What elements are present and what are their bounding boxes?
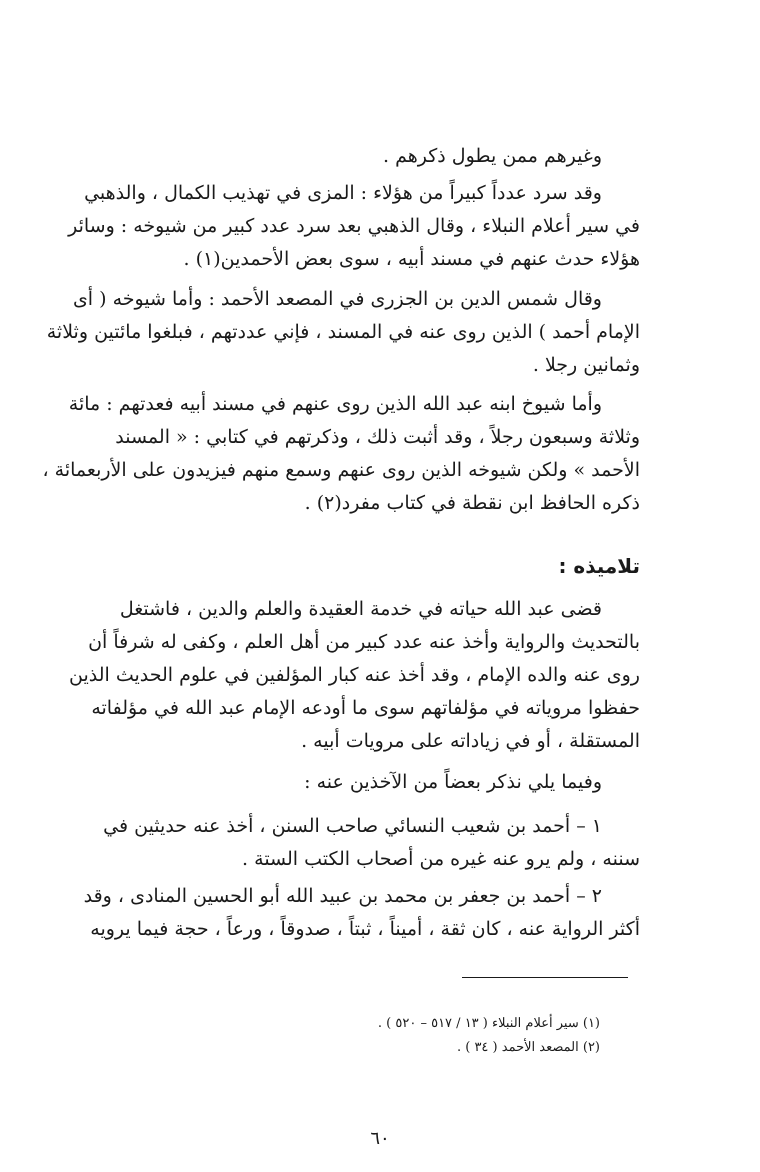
text-line: وقد سرد عدداً كبيراً من هؤلاء : المزى في تهذيب الكمال ، والذهبي (84, 182, 602, 204)
footnote-2: (٢) المصعد الأحمد ( ٣٤ ) . (456, 1040, 600, 1055)
text-line: هؤلاء حدث عنهم في مسند أبيه ، سوى بعض الأحمدين(١) . (183, 248, 640, 270)
page-number: ٦٠ (370, 1128, 390, 1149)
text-line: ١ – أحمد بن شعيب النسائي صاحب السنن ، أخذ عنه حديثين في (103, 815, 602, 837)
text-line: وفيما يلي نذكر بعضاً من الآخذين عنه : (304, 771, 602, 793)
paragraph-5 (68, 593, 640, 758)
footnote-1: (١) سير أعلام النبلاء ( ١٣ / ٥١٧ – ٥٢٠ ) . (377, 1016, 600, 1031)
text-line: أكثر الرواية عنه ، كان ثقة ، أميناً ، ثبتاً ، صدوقاً ، ورعاً ، حجة فيما يرويه (90, 918, 640, 940)
paragraph-6 (96, 766, 640, 799)
paragraph-1 (96, 140, 640, 173)
footnotes (378, 1012, 600, 1060)
text-line: ذكره الحافظ ابن نقطة في كتاب مفرد(٢) . (304, 492, 640, 514)
paragraph-4 (42, 388, 640, 520)
text-line: وغيرهم ممن يطول ذكرهم . (383, 145, 602, 167)
text-line: حفظوا مروياته في مؤلفاتهم سوى ما أودعه الإمام عبد الله في مؤلفاته (91, 697, 640, 719)
text-line: المستقلة ، أو في زياداته على مرويات أبيه . (301, 730, 640, 752)
text-line: سننه ، ولم يرو عنه غيره من أصحاب الكتب الستة . (242, 848, 640, 870)
text-line: وثلاثة وسبعون رجلاً ، وقد أثبت ذلك ، وذكرتهم في كتابي : « المسند (115, 426, 640, 448)
paragraph-8 (83, 880, 640, 946)
section-heading: تلاميذه : (558, 554, 640, 578)
text-line: قضى عبد الله حياته في خدمة العقيدة والعلم والدين ، فاشتغل (119, 598, 602, 620)
text-line: الأحمد » ولكن شيوخه الذين روى عنهم وسمع منهم فيزيدون على الأربعمائة ، (42, 459, 640, 481)
text-line: بالتحديث والرواية وأخذ عنه عدد كبير من أهل العلم ، وكفى له شرفاً أن (88, 631, 640, 653)
text-line: وثمانين رجلا . (532, 354, 640, 376)
text-line: في سير أعلام النبلاء ، وقال الذهبي بعد سرد عدد كبير من شيوخه : وسائر (68, 215, 640, 237)
footnote-divider (462, 977, 628, 978)
paragraph-2 (68, 177, 640, 276)
paragraph-7 (96, 810, 640, 876)
text-line: وأما شيوخ ابنه عبد الله الذين روى عنهم في مسند أبيه فعدتهم : مائة (68, 393, 602, 415)
paragraph-3 (46, 283, 640, 382)
text-line: الإمام أحمد ) الذين روى عنه في المسند ، فإني عددتهم ، فبلغوا مائتين وثلاثة (46, 321, 640, 343)
text-line: ٢ – أحمد بن جعفر بن محمد بن عبيد الله أبو الحسين المنادى ، وقد (83, 885, 602, 907)
text-line: وقال شمس الدين بن الجزرى في المصعد الأحمد : وأما شيوخه ( أى (72, 288, 602, 310)
text-line: روى عنه والده الإمام ، وقد أخذ عنه كبار المؤلفين في علوم الحديث الذين (68, 664, 640, 686)
